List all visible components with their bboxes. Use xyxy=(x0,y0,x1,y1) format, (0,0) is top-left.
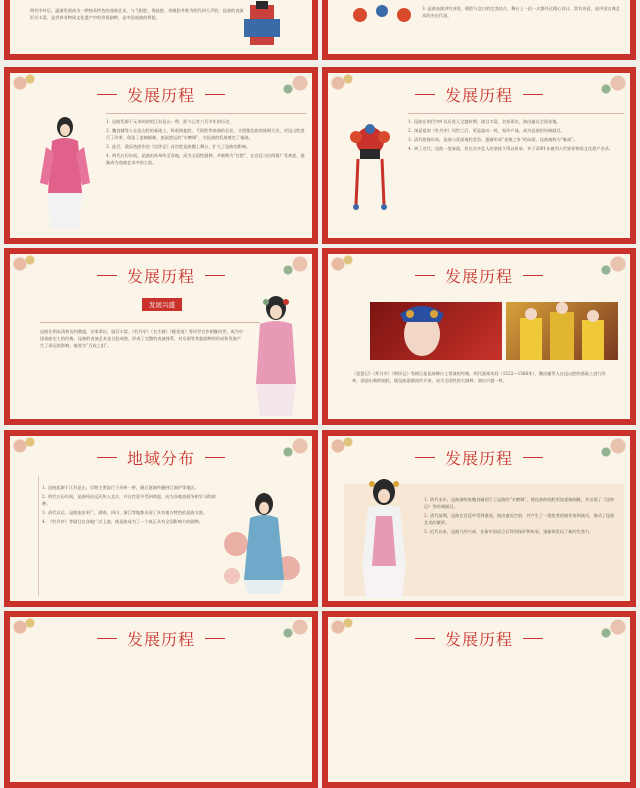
slide-title-row xyxy=(328,83,630,105)
slide-body xyxy=(328,254,630,419)
list-item: 1. 昆曲在明代中叶以后进入全盛时期，剧目丰富，名家辈出，演出遍及全国各地。 xyxy=(408,119,561,124)
slide-history-2[interactable] xyxy=(322,67,636,244)
history-list xyxy=(408,118,624,154)
slide-title-row xyxy=(10,83,312,105)
slide-body xyxy=(10,73,312,238)
list-item: 2. 清代前期，昆曲在宫廷中受到重视，演出盛况空前，并产生了一批优秀的剧作家和演员，推动了昆曲艺术的繁荣。 xyxy=(424,513,615,525)
slide-intro-continued-right[interactable] xyxy=(322,0,636,60)
slide-body xyxy=(328,436,630,601)
list-item: 3. 清代乾隆年间，昆曲与花部诸腔竞争，逐渐形成“花雅之争”的局面，昆曲被称为“雅部”。 xyxy=(408,137,578,142)
slide-body xyxy=(328,0,630,54)
history-list xyxy=(106,118,306,168)
slide-body xyxy=(10,254,312,419)
slide-title-row xyxy=(10,627,312,649)
intro-text: 3. 昆曲表演讲究身段、唱腔与念白的完美结合，舞台上一招一式都经过精心设计，富有诗意，是中国古典艺术的杰出代表。 xyxy=(422,6,620,18)
opera-figure-with-flowers-image xyxy=(222,484,304,596)
slide-title-row xyxy=(328,627,630,649)
slide-title: 发展历程 xyxy=(126,629,195,649)
section-badge: 发展兴盛 xyxy=(142,298,182,311)
list-item: 2. 魏良辅等人在昆山腔的基础上，吸收海盐腔、弋阳腔等南曲的长处，又借鉴北曲的演唱方法，对昆山腔进行了改革，创造了委婉细腻、流丽悠远的“水磨调”，为昆曲的发展奠定了基础。 xyxy=(106,128,305,140)
opera-figure-image xyxy=(40,113,90,233)
slide-region[interactable] xyxy=(4,430,318,607)
slide-intro-continued[interactable] xyxy=(4,0,318,60)
list-item: 2. 汤显祖的《牡丹亭》问世之后，更是轰动一时，家传户诵，成为昆曲的经典剧目。 xyxy=(408,128,565,133)
slide-body xyxy=(328,73,630,238)
slide-history-3[interactable] xyxy=(4,248,318,425)
slide-body xyxy=(10,0,312,54)
slide-title: 发展历程 xyxy=(126,266,195,286)
slide-history-5[interactable] xyxy=(322,430,636,607)
slide-title: 发展历程 xyxy=(444,448,513,468)
slide-history-7[interactable] xyxy=(322,611,636,788)
list-item: 3. 清代以后，昆曲流布更广，湖南、四川、浙江等地都出现了具有地方特色的昆曲支派。 xyxy=(42,510,208,515)
slide-body xyxy=(10,617,312,782)
history-list xyxy=(424,496,618,537)
costume-image xyxy=(242,1,282,53)
list-item: 1. 昆曲起源于江苏昆山，早期主要流行于苏州一带，随后逐渐传播到江浙沪等地区。 xyxy=(42,485,199,490)
list-item: 4. 《牡丹亭》等剧目在各地广泛上演，使昆曲成为了一个真正具有全国影响力的剧种。 xyxy=(42,519,203,524)
list-item: 4. 明代万历年间，昆曲由苏州传至各地，成为全国性剧种，并被称为“官腔”，在宫廷与民间都广受欢迎，逐渐成为戏曲艺术中的主流。 xyxy=(106,153,305,165)
slide-title: 地域分布 xyxy=(126,448,195,468)
slide-title: 发展历程 xyxy=(444,629,513,649)
list-item: 1. 明代末年，昆曲演唱家魏良辅创立了昆曲的“水磨调”，使昆曲的唱腔更加委婉细腻，并出现了《浣纱记》等经典剧目。 xyxy=(424,497,615,509)
history-text: 昆曲在明末清初达到鼎盛，名家辈出，剧目丰富。《牡丹亭》《长生殿》《桃花扇》等传世名作相继问世，成为中国戏曲史上的经典。昆曲的表演艺术也日趋成熟，形成了完整的表演体系，对京剧等其他剧种的形成和发展产生了深远的影响，被誉为“百戏之祖”。 xyxy=(40,329,244,348)
slide-history-4[interactable] xyxy=(322,248,636,425)
slide-title-row xyxy=(328,446,630,468)
opera-photo-performers xyxy=(506,302,618,360)
intro-text: 明代中叶后，逐渐发展成为一种独具特色的戏曲艺术，与弋阳腔、海盐腔、余姚腔并称为明代四大声腔。昆曲的表演形式丰富，是世界非物质文化遗产中的珍贵剧种，是中国戏曲的鼻祖。 xyxy=(30,8,244,20)
slide-body xyxy=(10,436,312,601)
list-item: 4. 到了近代，昆曲一度衰落，但在众多艺人的坚持下得以传承，并于2001年被列入世界非物质文化遗产名录。 xyxy=(408,146,614,151)
list-item: 3. 此后，梁辰鱼创作的《浣纱记》首次把昆曲搬上舞台，扩大了昆曲的影响。 xyxy=(106,144,251,149)
slide-title: 发展历程 xyxy=(444,266,513,286)
slide-title: 发展历程 xyxy=(444,85,513,105)
ornament-image xyxy=(348,1,418,31)
opera-figure-image xyxy=(248,294,304,418)
opera-figure-image xyxy=(356,476,412,600)
slide-history-1[interactable] xyxy=(4,67,318,244)
history-text: 《琵琶记》《拜月亭》《荆钗记》等剧目是昆曲舞台上常演的经典，明代嘉靖年间（1522—1566年），魏良辅等人在昆山腔的基础上进行改革，创造出新的唱腔，使昆曲逐渐流传开来，成为全国性的大剧种，演出兴盛一时。 xyxy=(352,371,606,383)
slide-title: 发展历程 xyxy=(126,85,195,105)
region-list xyxy=(42,484,220,527)
slide-title-row xyxy=(10,264,312,286)
slide-body xyxy=(328,617,630,782)
list-item: 3. 近代以来，昆曲几经兴衰，在新中国成立后得到保护和传承，重新焕发出了新的生命力。 xyxy=(424,529,594,534)
list-item: 1. 昆曲发源于元末明初的江苏昆山一带，距今已有六百多年的历史。 xyxy=(106,119,234,124)
headdress-image xyxy=(342,123,398,213)
opera-photo-face xyxy=(370,302,502,360)
list-item: 2. 明代万历年间，昆曲经由运河传入北京，并在宫廷中受到欢迎，成为各地戏班争相学习的剧种。 xyxy=(42,494,216,506)
slide-history-6[interactable] xyxy=(4,611,318,788)
slide-title-row xyxy=(10,446,312,468)
slide-title-row xyxy=(328,264,630,286)
